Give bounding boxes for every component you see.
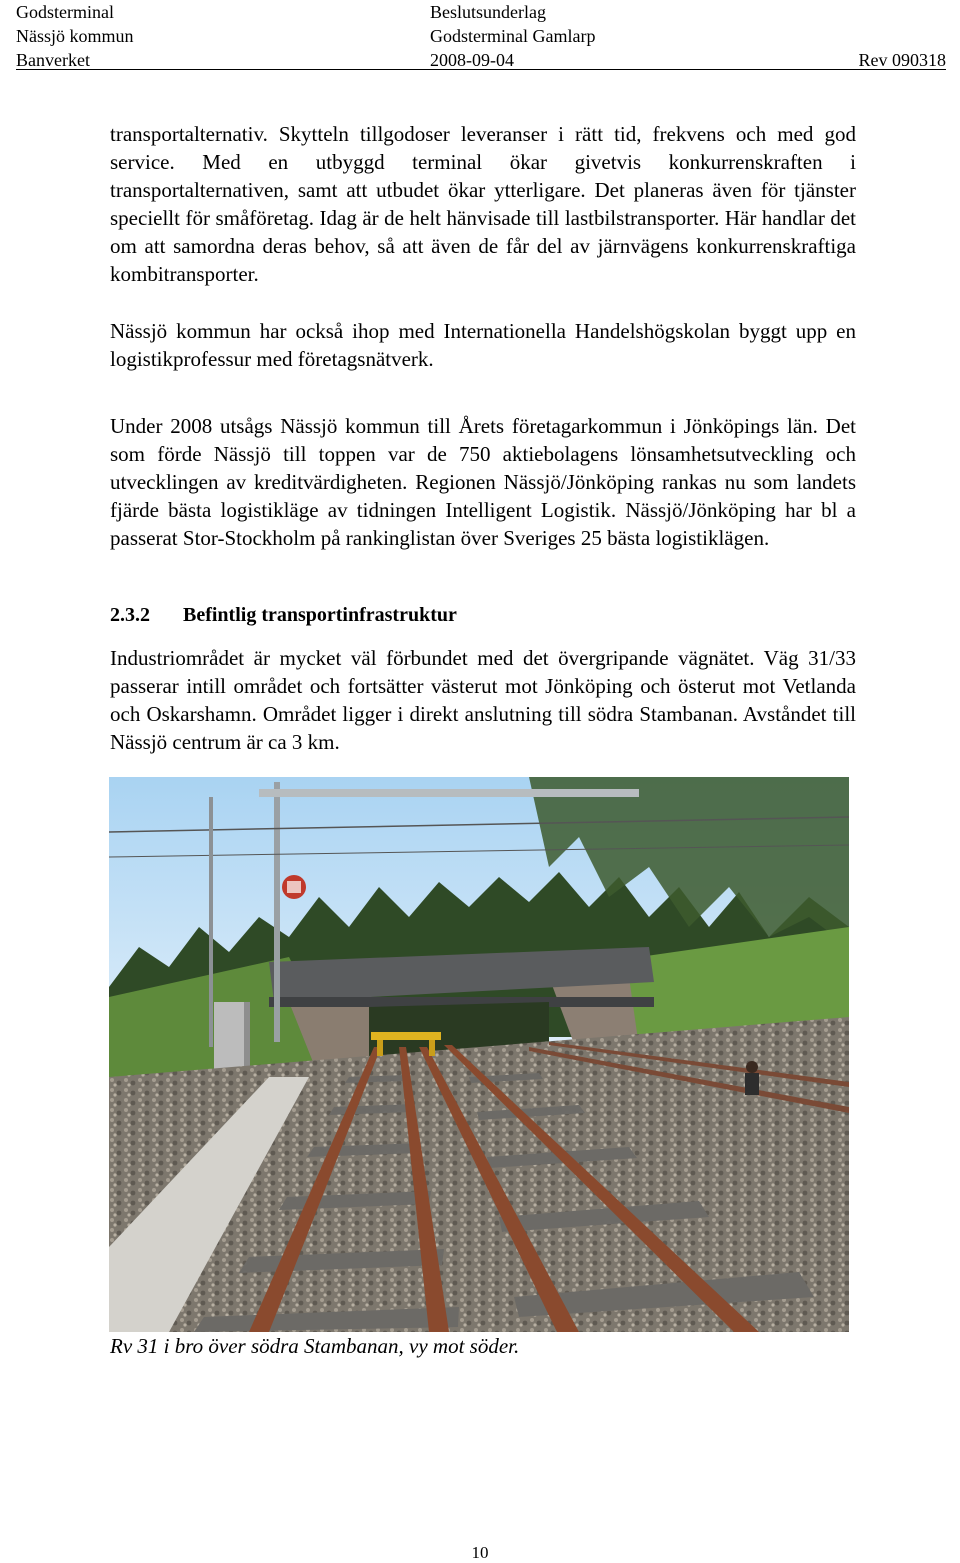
header-organisation: Banverket (16, 50, 90, 70)
header-row-2 (16, 24, 946, 48)
header-row-1 (16, 0, 946, 24)
header-divider (16, 69, 946, 70)
header-revision: Rev 090318 (858, 50, 946, 70)
header-project: Godsterminal (16, 2, 114, 22)
paragraph-logistics-professorship: Nässjö kommun har också ihop med Internationella Handelshögskolan byggt upp en logistikprofessur med företagsnätverk. (110, 319, 856, 371)
page-number: 10 (471, 1543, 489, 1562)
figure-caption: Rv 31 i bro över södra Stambanan, vy mot söder. (110, 1334, 520, 1358)
page-header (16, 0, 946, 72)
section-heading (110, 604, 457, 627)
railway-bridge-illustration (109, 777, 849, 1332)
header-date: 2008-09-04 (430, 50, 514, 70)
paragraph-transport: transportalternativ. Skytteln tillgodoser leveranser i rätt tid, frekvens och med god service. Med en utbyggd terminal ökar givetvis konkurrenskraften i transportalternativen, samt att utbudet ökar ytterligare. Det planeras även för tjänster speciellt för småföretag. Idag är de helt hänvisade till lastbilstransporter. Här handlar det om att samordna deras behov, så att även de får del av järnvägens konkurrenskraftiga kombitransporter. (110, 122, 856, 286)
paragraph-ranking: Under 2008 utsågs Nässjö kommun till Årets företagarkommun i Jönköpings län. Det som förde Nässjö till toppen var de 750 aktiebolagens lönsamhetsutveckling och utvecklingen av kreditvärdigheten. Regionen Nässjö/Jönköping rankas nu som landets fjärde bästa logistikläge av tidningen Intelligent Logistik. Nässjö/Jönköping har bl a passerat Stor-Stockholm på rankinglistan över Sveriges 25 bästa logistiklägen. (110, 414, 856, 550)
header-doc-title: Godsterminal Gamlarp (430, 26, 596, 46)
header-municipality: Nässjö kommun (16, 26, 134, 46)
header-doc-type: Beslutsunderlag (430, 2, 546, 22)
section-number: 2.3.2 (110, 604, 150, 626)
railway-bridge-photo (109, 777, 849, 1332)
section-title: Befintlig transportinfrastruktur (183, 604, 457, 626)
paragraph-infrastructure: Industriområdet är mycket väl förbundet med det övergripande vägnätet. Väg 31/33 passerar intill området och fortsätter västerut mot Jönköping och österut mot Vetlanda och Oskarshamn. Området ligger i direkt anslutning till södra Stambanan. Avståndet till Nässjö centrum är ca 3 km. (110, 646, 856, 754)
